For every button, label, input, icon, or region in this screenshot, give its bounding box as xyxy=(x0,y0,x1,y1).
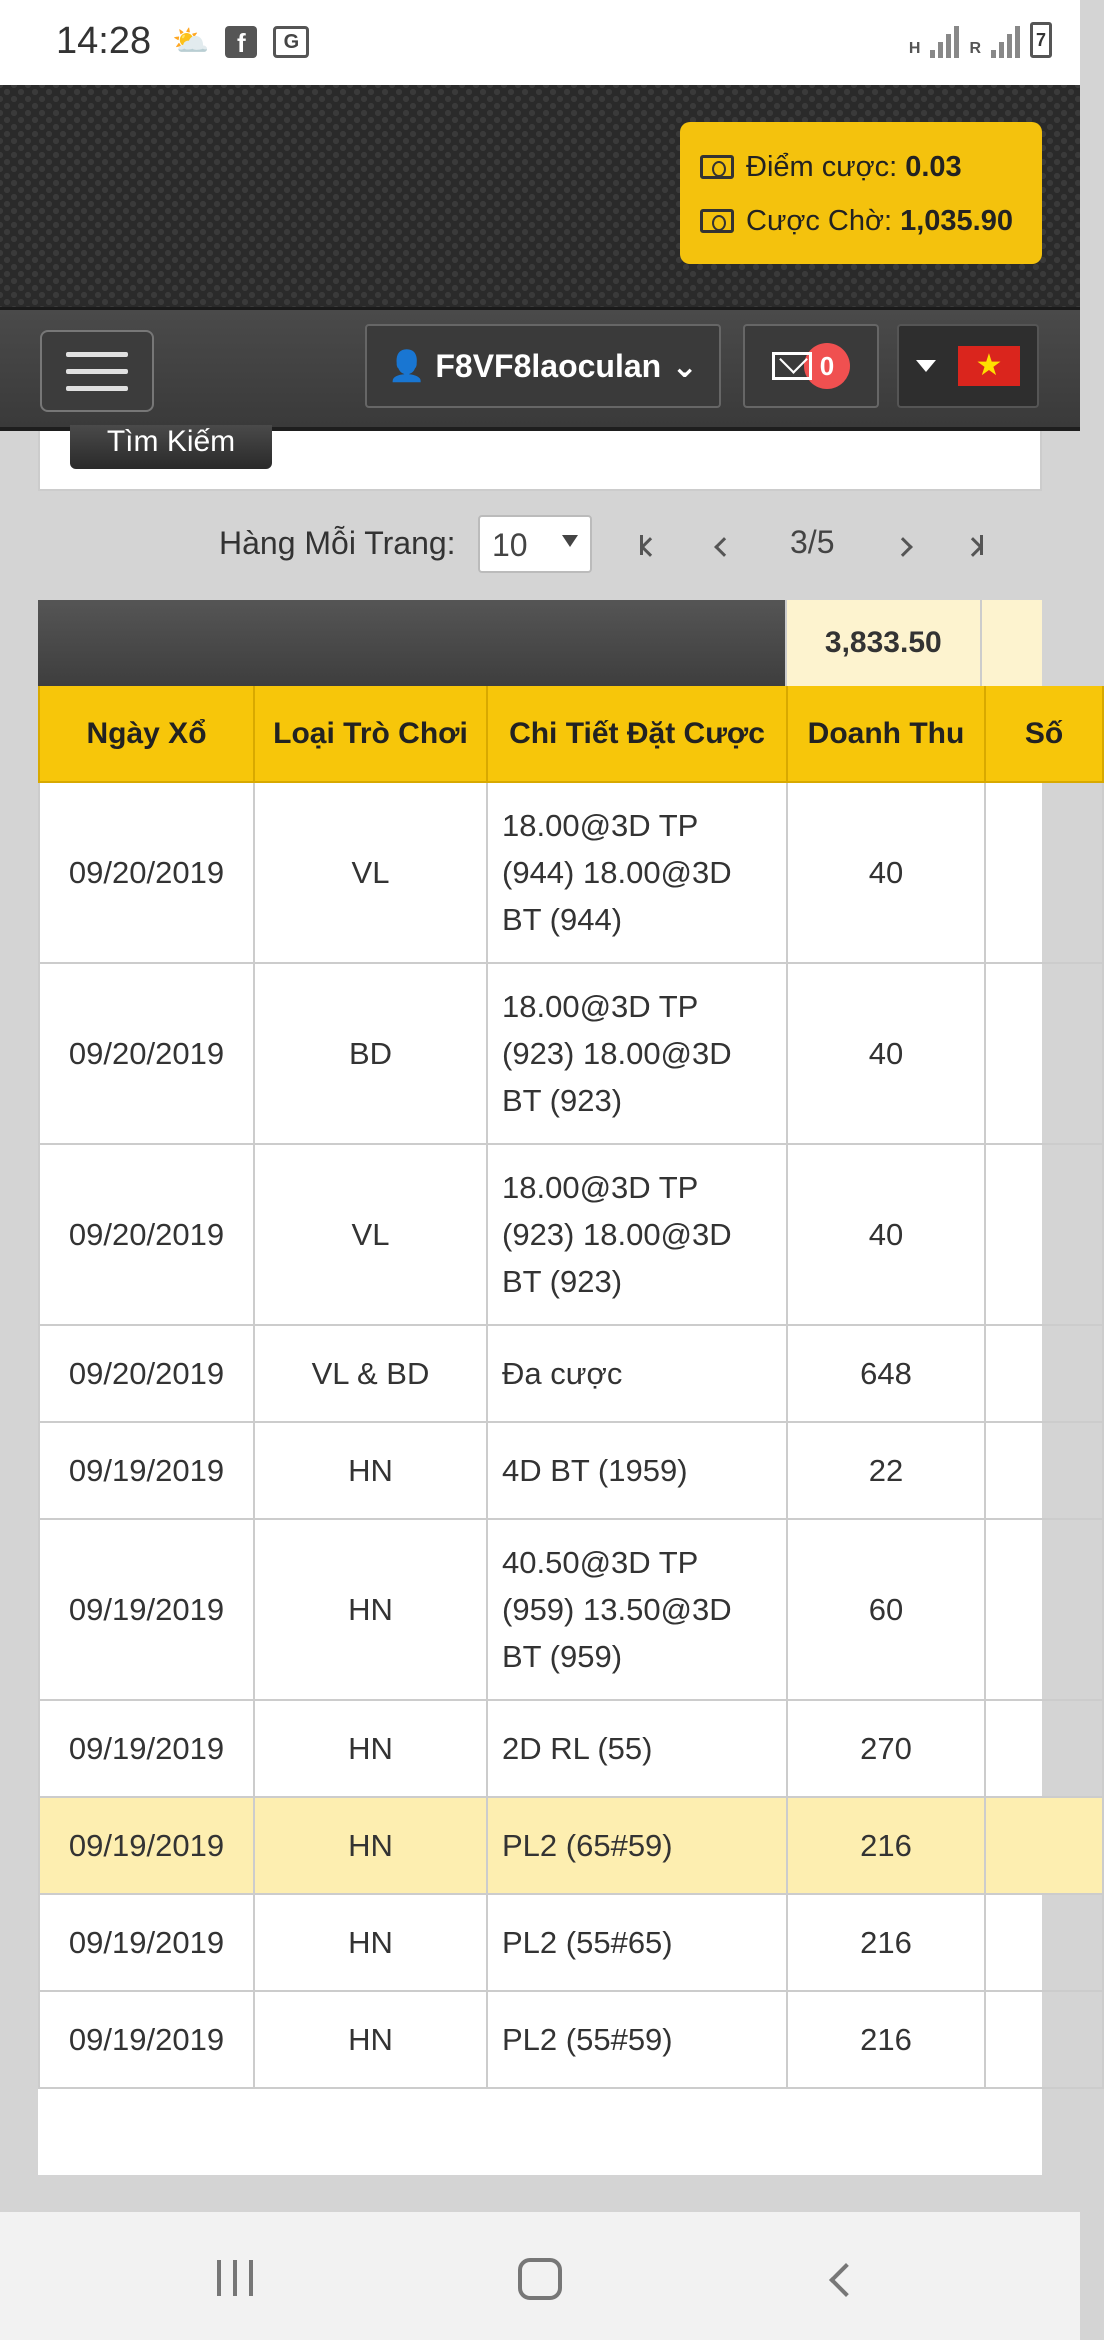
cell-revenue: 648 xyxy=(787,1325,985,1422)
bet-points-label: Điểm cược: xyxy=(746,150,898,183)
cell-revenue: 40 xyxy=(787,963,985,1144)
cell-game: HN xyxy=(254,1991,487,2088)
table-row[interactable] xyxy=(39,782,1103,963)
table-row[interactable] xyxy=(39,1894,1103,1991)
table-header-row xyxy=(39,686,1103,782)
cell-game: BD xyxy=(254,963,487,1144)
summary-total: 3,833.50 xyxy=(787,600,983,686)
cell-revenue: 216 xyxy=(787,1894,985,1991)
signal-icon xyxy=(930,22,959,58)
dropdown-arrow-icon xyxy=(562,535,578,547)
first-page-button[interactable] xyxy=(640,524,657,563)
first-page-icon xyxy=(640,537,660,557)
cell-date: 09/19/2019 xyxy=(39,1422,254,1519)
pager xyxy=(0,510,1080,580)
cell-detail: PL2 (55#59) xyxy=(487,1991,787,2088)
cell-revenue: 22 xyxy=(787,1422,985,1519)
cell-game: HN xyxy=(254,1797,487,1894)
cell-game: VL & BD xyxy=(254,1325,487,1422)
table-row-highlighted[interactable] xyxy=(39,1797,1103,1894)
vietnam-flag-icon: ★ xyxy=(958,346,1020,386)
cell-revenue: 270 xyxy=(787,1700,985,1797)
status-time: 14:28 xyxy=(56,20,152,62)
header-game-type[interactable]: Loại Trò Chơi xyxy=(254,686,487,782)
cell-detail: 18.00@3D TP (944) 18.00@3D BT (944) xyxy=(487,782,787,963)
user-dropdown-button[interactable] xyxy=(365,324,721,408)
translate-icon: G xyxy=(273,26,309,58)
mail-button[interactable] xyxy=(743,324,879,408)
cell-revenue: 40 xyxy=(787,1144,985,1325)
network-r-label: R xyxy=(969,40,981,57)
cell-date: 09/19/2019 xyxy=(39,1519,254,1700)
table-row[interactable] xyxy=(39,1325,1103,1422)
status-right xyxy=(909,22,1052,58)
table-row[interactable] xyxy=(39,1991,1103,2088)
cell-detail: PL2 (65#59) xyxy=(487,1797,787,1894)
next-page-button[interactable] xyxy=(896,524,910,563)
username: F8VF8laoculan xyxy=(435,347,662,384)
table-row[interactable] xyxy=(39,963,1103,1144)
pending-row xyxy=(700,194,1022,248)
prev-page-button[interactable] xyxy=(717,524,731,563)
table-row[interactable] xyxy=(39,1144,1103,1325)
status-icons xyxy=(172,24,309,60)
search-button[interactable]: Tìm Kiếm xyxy=(70,425,272,469)
table-row[interactable] xyxy=(39,1519,1103,1700)
money-icon xyxy=(700,209,734,233)
cell-detail: 40.50@3D TP (959) 13.50@3D BT (959) xyxy=(487,1519,787,1700)
envelope-icon xyxy=(772,352,812,380)
cell-game: HN xyxy=(254,1700,487,1797)
cell-detail: PL2 (55#65) xyxy=(487,1894,787,1991)
chevron-left-icon xyxy=(714,537,734,557)
chevron-right-icon xyxy=(893,537,913,557)
battery-icon: 7 xyxy=(1030,22,1052,58)
cell-date: 09/20/2019 xyxy=(39,963,254,1144)
summary-extra-cell xyxy=(982,600,1042,686)
weather-icon: ⛅ xyxy=(172,25,210,58)
page-indicator: 3/5 xyxy=(790,524,835,560)
cell-date: 09/20/2019 xyxy=(39,1325,254,1422)
last-page-button[interactable] xyxy=(966,524,983,563)
network-h-label: H xyxy=(908,40,921,57)
cell-number xyxy=(985,782,1103,963)
cell-number xyxy=(985,1144,1103,1325)
user-icon: 👤 xyxy=(387,349,426,383)
cell-detail: 18.00@3D TP (923) 18.00@3D BT (923) xyxy=(487,1144,787,1325)
wallet-box xyxy=(680,122,1042,264)
cell-detail: Đa cược xyxy=(487,1325,787,1422)
summary-row xyxy=(38,600,1042,686)
header-revenue[interactable]: Doanh Thu xyxy=(787,686,985,782)
recent-apps-button[interactable] xyxy=(217,2260,253,2296)
bet-history-table xyxy=(38,600,1064,2175)
pending-label: Cược Chờ: xyxy=(746,204,893,237)
table-row[interactable] xyxy=(39,1422,1103,1519)
cell-date: 09/20/2019 xyxy=(39,782,254,963)
header-number[interactable]: Số xyxy=(985,686,1103,782)
cell-revenue: 40 xyxy=(787,782,985,963)
cell-game: VL xyxy=(254,782,487,963)
bet-points-row xyxy=(700,140,1022,194)
cell-number xyxy=(985,1422,1103,1519)
search-panel xyxy=(38,425,1042,491)
pending-value: 1,035.90 xyxy=(900,204,1013,237)
cell-revenue: 60 xyxy=(787,1519,985,1700)
cell-date: 09/19/2019 xyxy=(39,1991,254,2088)
cell-game: HN xyxy=(254,1519,487,1700)
cell-number xyxy=(985,1519,1103,1700)
cell-date: 09/19/2019 xyxy=(39,1894,254,1991)
navbar xyxy=(0,307,1080,431)
chevron-down-icon: ⌄ xyxy=(671,348,698,384)
cell-game: VL xyxy=(254,1144,487,1325)
home-button[interactable] xyxy=(518,2258,562,2300)
cell-game: HN xyxy=(254,1422,487,1519)
rows-per-page-label: Hàng Mỗi Trang: xyxy=(219,525,456,561)
cell-revenue: 216 xyxy=(787,1797,985,1894)
rows-per-page-select[interactable] xyxy=(478,515,592,573)
top-header xyxy=(0,85,1080,307)
cell-detail: 18.00@3D TP (923) 18.00@3D BT (923) xyxy=(487,963,787,1144)
cell-number xyxy=(985,1991,1103,2088)
header-draw-date[interactable]: Ngày Xổ xyxy=(39,686,254,782)
hamburger-icon xyxy=(66,352,128,357)
cell-date: 09/19/2019 xyxy=(39,1797,254,1894)
cell-date: 09/19/2019 xyxy=(39,1700,254,1797)
cell-number xyxy=(985,1894,1103,1991)
cell-number xyxy=(985,1325,1103,1422)
back-button[interactable] xyxy=(829,2263,863,2297)
system-nav-bar xyxy=(0,2212,1080,2340)
status-bar xyxy=(0,0,1080,85)
bet-points-value: 0.03 xyxy=(905,150,962,183)
cell-revenue: 216 xyxy=(787,1991,985,2088)
summary-label-cell xyxy=(38,600,787,686)
cell-detail: 2D RL (55) xyxy=(487,1700,787,1797)
mail-count-badge: 0 xyxy=(804,343,850,389)
facebook-icon: f xyxy=(225,26,257,58)
table-row[interactable] xyxy=(39,1700,1103,1797)
cell-number xyxy=(985,1797,1103,1894)
header-bet-detail[interactable]: Chi Tiết Đặt Cược xyxy=(487,686,787,782)
cell-detail: 4D BT (1959) xyxy=(487,1422,787,1519)
cell-number xyxy=(985,963,1103,1144)
cell-number xyxy=(985,1700,1103,1797)
signal-icon-2 xyxy=(991,22,1020,58)
cell-date: 09/20/2019 xyxy=(39,1144,254,1325)
money-icon xyxy=(700,155,734,179)
language-button[interactable] xyxy=(897,324,1039,408)
rows-per-page-value: 10 xyxy=(492,527,528,563)
caret-down-icon xyxy=(916,360,936,372)
data-table xyxy=(38,686,1104,2089)
cell-game: HN xyxy=(254,1894,487,1991)
menu-button[interactable] xyxy=(40,330,154,412)
